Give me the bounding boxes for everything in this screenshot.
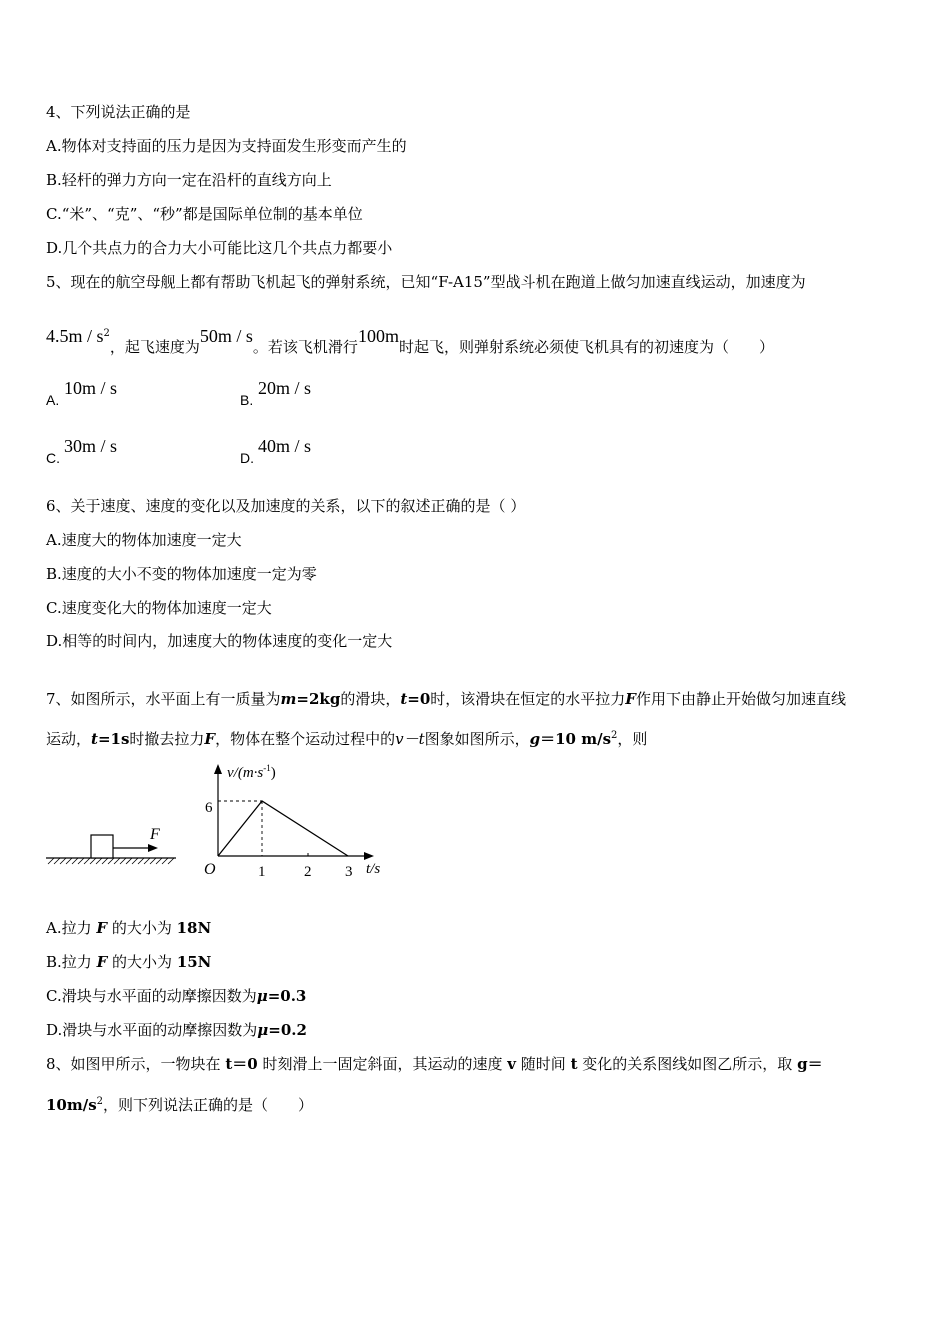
x-tick-3: 3 xyxy=(345,864,353,880)
x-axis-label: t/s xyxy=(366,861,381,877)
y-tick-6: 6 xyxy=(205,800,213,816)
q5-text-1: ，起飞速度为 xyxy=(109,338,200,356)
q7-block-figure xyxy=(44,822,184,868)
q7-option-a: A.拉力 F 的大小为 18N xyxy=(46,919,212,937)
q4-option-d: D.几个共点力的合力大小可能比这几个共点力都要小 xyxy=(46,239,393,257)
q5-takeoff-speed: 50m / s xyxy=(199,326,253,346)
q7-option-d: D.滑块与水平面的动摩擦因数为μ=0.2 xyxy=(46,1021,307,1039)
q6-option-b: B.速度的大小不变的物体加速度一定为零 xyxy=(46,565,317,583)
q5-stem-line2 xyxy=(46,324,774,356)
q6-option-a: A.速度大的物体加速度一定大 xyxy=(46,531,242,549)
q5-option-a-label: A. xyxy=(46,392,60,408)
q5-stem-line1: 5、现在的航空母舰上都有帮助飞机起飞的弹射系统，已知“F-A15”型战斗机在跑道上做匀加速直线运动，加速度为 xyxy=(46,273,806,291)
q5-option-b-value: 20m / s xyxy=(258,378,312,398)
q5-acceleration-exponent: 2 xyxy=(103,328,110,339)
q7-force-label: F xyxy=(150,826,160,843)
q5-option-a-value: 10m / s xyxy=(64,378,118,398)
q6-stem: 6、关于速度、速度的变化以及加速度的关系，以下的叙述正确的是（ ） xyxy=(46,497,526,515)
q7-vt-graph xyxy=(196,758,396,883)
q5-option-c-value: 30m / s xyxy=(64,436,118,456)
q5-option-c-label: C. xyxy=(46,450,60,466)
origin-label: O xyxy=(204,861,216,878)
q5-text-3: 时起飞，则弹射系统必须使飞机具有的初速度为（ ） xyxy=(398,338,774,356)
q7-stem-line1: 7、如图所示，水平面上有一质量为m=2kg的滑块，t=0时，该滑块在恒定的水平拉力F作用下由静止开始做匀加速直线 xyxy=(46,690,846,708)
q6-option-d: D.相等的时间内，加速度大的物体速度的变化一定大 xyxy=(46,632,393,650)
q7-option-b: B.拉力 F 的大小为 15N xyxy=(46,953,212,971)
q6-option-c: C.速度变化大的物体加速度一定大 xyxy=(46,599,272,617)
q7-option-c: C.滑块与水平面的动摩擦因数为μ=0.3 xyxy=(46,987,307,1005)
q4-option-b: B.轻杆的弹力方向一定在沿杆的直线方向上 xyxy=(46,171,332,189)
vt-line xyxy=(218,801,348,856)
x-tick-2: 2 xyxy=(304,864,312,880)
q5-text-2: 。若该飞机滑行 xyxy=(252,338,358,356)
q5-distance: 100m xyxy=(357,326,399,346)
q4-stem: 4、下列说法正确的是 xyxy=(46,103,191,121)
x-tick-1: 1 xyxy=(258,864,266,880)
q4-option-c: C.“米”、“克”、“秒”都是国际单位制的基本单位 xyxy=(46,205,363,223)
q4-option-a: A.物体对支持面的压力是因为支持面发生形变而产生的 xyxy=(46,137,407,155)
q5-option-d-value: 40m / s xyxy=(258,436,312,456)
q8-stem-line2: $10m/s^2$，则下列说法正确的是（ ） xyxy=(46,1096,314,1114)
y-axis-label: $v/(m\cdot s^{-1})$ xyxy=(227,763,276,781)
q7-block xyxy=(91,835,113,858)
q5-option-b-label: B. xyxy=(240,392,254,408)
q5-acceleration: 4.5m / s xyxy=(46,326,104,346)
q8-stem-line1: 8、如图甲所示，一物块在 t＝0 时刻滑上一固定斜面，其运动的速度 v 随时间 t 变化的关系图线如图乙所示，取 g＝ xyxy=(46,1055,823,1073)
q5-option-d-label: D. xyxy=(240,450,254,466)
q7-stem-line2: 运动，t=1s时撤去拉力F，物体在整个运动过程中的v－t图象如图所示，g＝10 $m/s^2$，则 xyxy=(46,730,648,748)
